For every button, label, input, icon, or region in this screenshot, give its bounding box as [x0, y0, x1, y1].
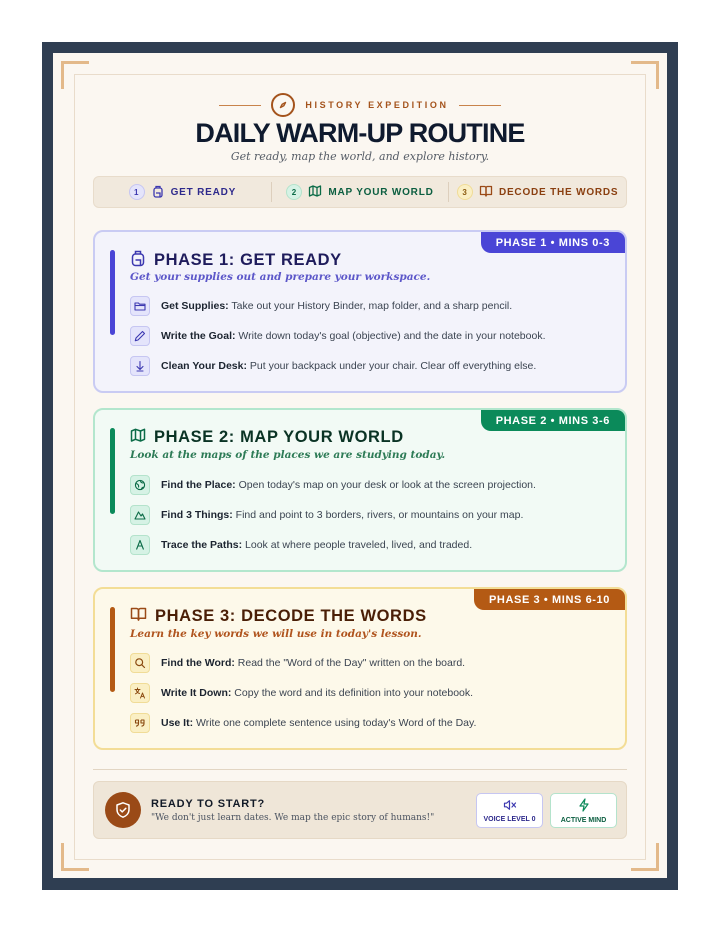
quote-icon — [130, 713, 150, 733]
nav-number: 2 — [286, 184, 302, 200]
corner-ornament — [61, 843, 89, 871]
backpack-icon — [151, 184, 165, 201]
phase-badge: PHASE 2 • MINS 3-6 — [481, 410, 625, 431]
nav-item-decode-the-words[interactable] — [449, 184, 626, 201]
item-description: Look at where people traveled, lived, and traded. — [242, 539, 473, 551]
item-text — [161, 360, 536, 372]
phase-heading — [130, 249, 342, 272]
pill-label: ACTIVE MIND — [560, 816, 607, 824]
footer-quote: "We don't just learn dates. We map the epic story of humans!" — [151, 813, 435, 823]
item-description: Write one complete sentence using today's Word of the Day. — [193, 717, 477, 729]
item-description: Copy the word and its definition into your notebook. — [231, 687, 474, 699]
mountain-icon — [130, 505, 150, 525]
item-text — [161, 509, 523, 521]
item-description: Take out your History Binder, map folder, and a sharp pencil. — [228, 300, 513, 312]
item-text — [161, 687, 473, 699]
item-text — [161, 717, 476, 729]
nav-item-get-ready[interactable] — [94, 184, 271, 201]
item-text — [161, 657, 465, 669]
section-divider — [93, 769, 627, 770]
list-item — [130, 475, 536, 495]
backpack-icon — [130, 249, 146, 272]
nav-number: 3 — [457, 184, 473, 200]
item-text — [161, 330, 545, 342]
phase-badge: PHASE 1 • MINS 0-3 — [481, 232, 625, 253]
eyebrow-line — [219, 105, 261, 106]
item-description: Find and point to 3 borders, rivers, or mountains on your map. — [232, 509, 524, 521]
phase-accent-bar — [110, 607, 115, 692]
item-label: Get Supplies: — [161, 300, 229, 312]
folder-icon — [130, 296, 150, 316]
phase-heading — [130, 427, 404, 448]
corner-ornament — [631, 843, 659, 871]
item-label: Use It: — [161, 717, 194, 729]
phase-subtitle: Get your supplies out and prepare your workspace. — [130, 271, 431, 283]
globe-icon — [130, 475, 150, 495]
pill-label: VOICE LEVEL 0 — [483, 815, 536, 823]
item-text — [161, 300, 512, 312]
list-item — [130, 713, 476, 733]
item-description: Put your backpack under your chair. Clear off everything else. — [246, 360, 537, 372]
phase-3-card — [93, 587, 627, 750]
page-subtitle: Get ready, map the world, and explore history. — [230, 150, 490, 163]
phase-subtitle: Look at the maps of the places we are studying today. — [130, 449, 446, 461]
list-item — [130, 535, 472, 555]
item-label: Write the Goal: — [161, 330, 236, 342]
translate-icon — [130, 683, 150, 703]
nav-item-map-your-world[interactable] — [272, 184, 449, 201]
shield-icon — [105, 792, 141, 828]
item-text — [161, 479, 536, 491]
phase-nav — [93, 176, 627, 208]
voice-level-badge — [476, 793, 543, 828]
arrow-down-icon — [130, 356, 150, 376]
map-icon — [308, 184, 322, 201]
phase-title: PHASE 3: DECODE THE WORDS — [155, 607, 427, 625]
corner-ornament — [631, 61, 659, 89]
phase-badge: PHASE 3 • MINS 6-10 — [474, 589, 625, 610]
active-mind-badge — [550, 793, 617, 828]
list-item — [130, 296, 512, 316]
item-label: Clean Your Desk: — [161, 360, 247, 372]
ready-footer — [93, 781, 627, 839]
phase-title: PHASE 1: GET READY — [154, 251, 342, 269]
search-icon — [130, 653, 150, 673]
eyebrow-text: HISTORY EXPEDITION — [305, 100, 449, 110]
item-description: Write down today's goal (objective) and the date in your notebook. — [235, 330, 546, 342]
eyebrow-line — [459, 105, 501, 106]
compass-icon — [271, 93, 295, 117]
item-text — [161, 539, 472, 551]
footer-heading: READY TO START? — [151, 798, 266, 810]
phase-accent-bar — [110, 428, 115, 514]
phase-2-card — [93, 408, 627, 572]
phase-1-card — [93, 230, 627, 393]
phase-accent-bar — [110, 250, 115, 335]
phase-heading — [130, 606, 427, 627]
nav-number: 1 — [129, 184, 145, 200]
item-label: Find 3 Things: — [161, 509, 233, 521]
item-description: Read the "Word of the Day" written on the board. — [234, 657, 466, 669]
item-description: Open today's map on your desk or look at the screen projection. — [235, 479, 536, 491]
corner-ornament — [61, 61, 89, 89]
book-icon — [479, 184, 493, 201]
item-label: Find the Word: — [161, 657, 235, 669]
path-icon — [130, 535, 150, 555]
nav-label: MAP YOUR WORLD — [328, 186, 434, 198]
list-item — [130, 505, 523, 525]
book-icon — [130, 606, 147, 627]
phase-subtitle: Learn the key words we will use in today's lesson. — [130, 628, 422, 640]
pencil-icon — [130, 326, 150, 346]
map-icon — [130, 427, 146, 448]
phase-title: PHASE 2: MAP YOUR WORLD — [154, 428, 404, 446]
lightning-icon — [578, 798, 590, 814]
list-item — [130, 356, 536, 376]
eyebrow — [0, 93, 720, 117]
mute-icon — [503, 799, 517, 813]
page-title: DAILY WARM-UP ROUTINE — [195, 118, 525, 148]
item-label: Find the Place: — [161, 479, 236, 491]
nav-label: GET READY — [170, 186, 237, 198]
item-label: Trace the Paths: — [161, 539, 243, 551]
item-label: Write It Down: — [161, 687, 232, 699]
list-item — [130, 683, 473, 703]
list-item — [130, 653, 465, 673]
list-item — [130, 326, 545, 346]
nav-label: DECODE THE WORDS — [498, 186, 619, 198]
